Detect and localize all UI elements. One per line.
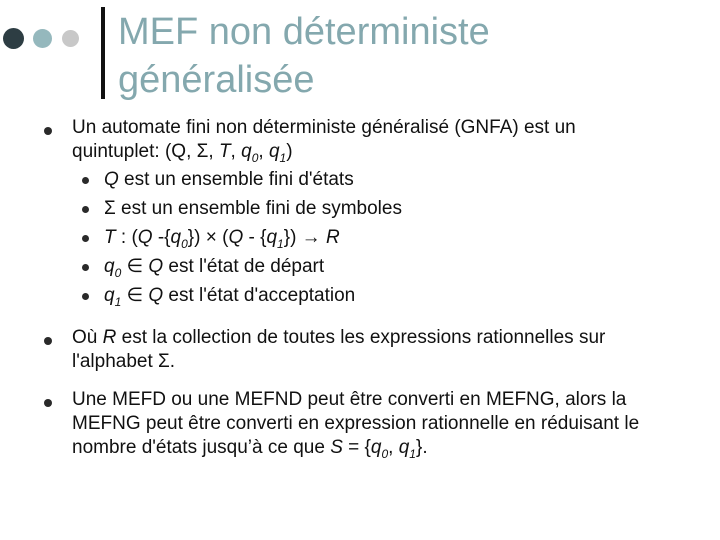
sub-bullet-icon <box>82 264 89 271</box>
sub-item-T: T : (Q $-\{q_0\}) \times (Q - \{q_1\}) \to R$ <box>104 227 340 251</box>
slide-title <box>118 8 678 104</box>
sub-item-q1: $q_1$ ∈ Q est l'état d'acceptation <box>104 285 356 309</box>
bullet-icon <box>44 337 52 345</box>
sub-item-Q: Q est un ensemble fini d'états <box>104 169 354 190</box>
text-line: nombre d'états jusqu’à ce que $S = \{q_0$, $q_1$}. <box>72 437 428 461</box>
text-line: Où R est la collection de toutes les expressions rationnelles sur <box>72 327 606 348</box>
decorative-dots <box>0 26 90 52</box>
dot-gray-icon <box>62 30 79 47</box>
dot-dark-icon <box>3 28 24 49</box>
bullet-gnfa-definition <box>72 116 702 164</box>
slide-title-line1: MEF non déterministe <box>118 11 490 53</box>
title-divider <box>101 7 105 99</box>
sub-bullet-icon <box>82 206 89 213</box>
bullet-icon <box>44 399 52 407</box>
text-line: l'alphabet Σ. <box>72 351 176 372</box>
text-line: Une MEFD ou une MEFND peut être converti en MEFNG, alors la <box>72 389 627 410</box>
text-line: quintuplet: (Q, Σ, T, $q_0$, $q_1$) <box>72 141 293 165</box>
slide-title-line2: généralisée <box>118 59 315 101</box>
bullet-conversion <box>72 388 702 460</box>
dot-teal-icon <box>33 29 52 48</box>
bullet-R-collection <box>72 326 702 374</box>
sub-item-sigma: Σ est un ensemble fini de symboles <box>104 198 402 219</box>
sub-item-q0: $q_0$ ∈ Q est l'état de départ <box>104 256 325 280</box>
sub-bullet-icon <box>82 293 89 300</box>
sub-bullet-icon <box>82 177 89 184</box>
sub-bullet-icon <box>82 235 89 242</box>
text-line: Un automate fini non déterministe généralisé (GNFA) est un <box>72 117 576 138</box>
bullet-icon <box>44 127 52 135</box>
text-line: MEFNG peut être converti en expression rationnelle en réduisant le <box>72 413 640 434</box>
